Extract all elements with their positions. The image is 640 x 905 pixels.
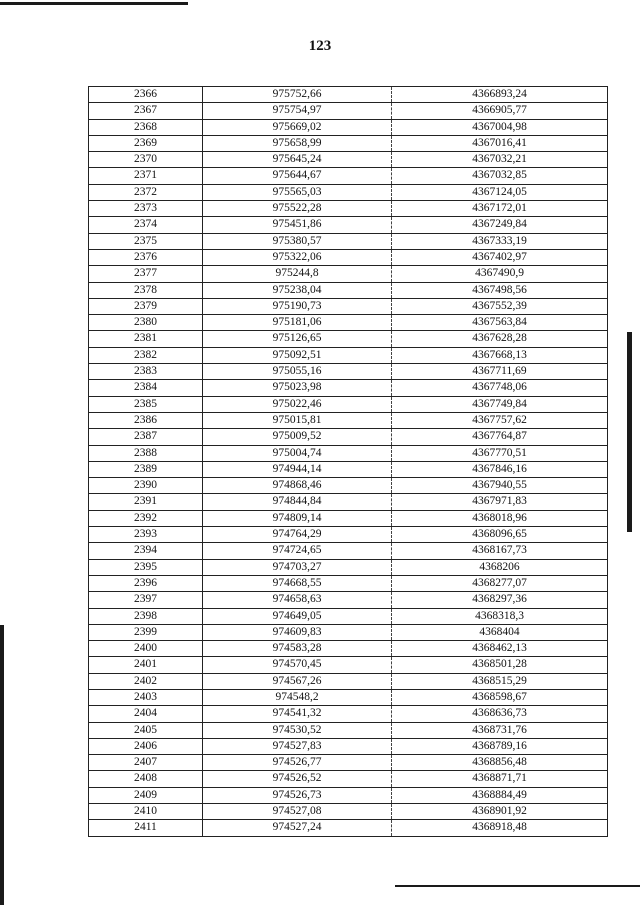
x-coordinate-cell: 974764,29 (203, 527, 392, 543)
y-coordinate-cell: 4367016,41 (392, 135, 608, 151)
point-number-cell: 2367 (89, 103, 203, 119)
y-coordinate-cell: 4367490,9 (392, 266, 608, 282)
x-coordinate-cell: 974944,14 (203, 461, 392, 477)
y-coordinate-cell: 4368462,13 (392, 641, 608, 657)
table-row (89, 657, 608, 673)
x-coordinate-cell: 974527,24 (203, 820, 392, 836)
y-coordinate-cell: 4367172,01 (392, 201, 608, 217)
x-coordinate-cell: 974530,52 (203, 722, 392, 738)
y-coordinate-cell: 4368789,16 (392, 738, 608, 754)
point-number-cell: 2395 (89, 559, 203, 575)
x-coordinate-cell: 974844,84 (203, 494, 392, 510)
y-coordinate-cell: 4368884,49 (392, 787, 608, 803)
point-number-cell: 2370 (89, 152, 203, 168)
point-number-cell: 2401 (89, 657, 203, 673)
point-number-cell: 2387 (89, 429, 203, 445)
x-coordinate-cell: 975015,81 (203, 412, 392, 428)
point-number-cell: 2402 (89, 673, 203, 689)
table-row (89, 103, 608, 119)
y-coordinate-cell: 4367846,16 (392, 461, 608, 477)
table-row (89, 152, 608, 168)
x-coordinate-cell: 975754,97 (203, 103, 392, 119)
x-coordinate-cell: 974609,83 (203, 624, 392, 640)
y-coordinate-cell: 4367971,83 (392, 494, 608, 510)
x-coordinate-cell: 974526,77 (203, 755, 392, 771)
table-row (89, 315, 608, 331)
y-coordinate-cell: 4367940,55 (392, 478, 608, 494)
point-number-cell: 2411 (89, 820, 203, 836)
y-coordinate-cell: 4368167,73 (392, 543, 608, 559)
x-coordinate-cell: 974526,52 (203, 771, 392, 787)
x-coordinate-cell: 975092,51 (203, 347, 392, 363)
y-coordinate-cell: 4368598,67 (392, 689, 608, 705)
table-row (89, 412, 608, 428)
x-coordinate-cell: 975126,65 (203, 331, 392, 347)
table-row (89, 755, 608, 771)
point-number-cell: 2410 (89, 804, 203, 820)
point-number-cell: 2393 (89, 527, 203, 543)
point-number-cell: 2409 (89, 787, 203, 803)
y-coordinate-cell: 4368206 (392, 559, 608, 575)
x-coordinate-cell: 974703,27 (203, 559, 392, 575)
x-coordinate-cell: 975022,46 (203, 396, 392, 412)
y-coordinate-cell: 4368515,29 (392, 673, 608, 689)
table-row (89, 787, 608, 803)
top-scan-rule (0, 2, 188, 5)
x-coordinate-cell: 975322,06 (203, 249, 392, 265)
point-number-cell: 2377 (89, 266, 203, 282)
x-coordinate-cell: 975565,03 (203, 184, 392, 200)
y-coordinate-cell: 4367748,06 (392, 380, 608, 396)
x-coordinate-cell: 974809,14 (203, 510, 392, 526)
y-coordinate-cell: 4366905,77 (392, 103, 608, 119)
table-row (89, 396, 608, 412)
y-coordinate-cell: 4367124,05 (392, 184, 608, 200)
point-number-cell: 2383 (89, 364, 203, 380)
table-row (89, 380, 608, 396)
point-number-cell: 2398 (89, 608, 203, 624)
x-coordinate-cell: 975244,8 (203, 266, 392, 282)
point-number-cell: 2404 (89, 706, 203, 722)
y-coordinate-cell: 4367628,28 (392, 331, 608, 347)
x-coordinate-cell: 974649,05 (203, 608, 392, 624)
x-coordinate-cell: 975658,99 (203, 135, 392, 151)
x-coordinate-cell: 975752,66 (203, 87, 392, 103)
point-number-cell: 2378 (89, 282, 203, 298)
y-coordinate-cell: 4368297,36 (392, 592, 608, 608)
table-row (89, 87, 608, 103)
point-number-cell: 2371 (89, 168, 203, 184)
x-coordinate-cell: 975645,24 (203, 152, 392, 168)
point-number-cell: 2386 (89, 412, 203, 428)
x-coordinate-cell: 974526,73 (203, 787, 392, 803)
table-row (89, 331, 608, 347)
x-coordinate-cell: 974583,28 (203, 641, 392, 657)
x-coordinate-cell: 975181,06 (203, 315, 392, 331)
point-number-cell: 2391 (89, 494, 203, 510)
x-coordinate-cell: 974658,63 (203, 592, 392, 608)
point-number-cell: 2380 (89, 315, 203, 331)
y-coordinate-cell: 4368731,76 (392, 722, 608, 738)
table-row (89, 673, 608, 689)
table-row (89, 429, 608, 445)
point-number-cell: 2399 (89, 624, 203, 640)
table-row (89, 282, 608, 298)
y-coordinate-cell: 4368501,28 (392, 657, 608, 673)
table-row (89, 184, 608, 200)
point-number-cell: 2400 (89, 641, 203, 657)
y-coordinate-cell: 4368318,3 (392, 608, 608, 624)
x-coordinate-cell: 974548,2 (203, 689, 392, 705)
table-row (89, 624, 608, 640)
point-number-cell: 2408 (89, 771, 203, 787)
table-row (89, 608, 608, 624)
table-row (89, 461, 608, 477)
table-row (89, 510, 608, 526)
x-coordinate-cell: 975669,02 (203, 119, 392, 135)
table-row (89, 364, 608, 380)
y-coordinate-cell: 4367711,69 (392, 364, 608, 380)
y-coordinate-cell: 4367764,87 (392, 429, 608, 445)
point-number-cell: 2379 (89, 298, 203, 314)
y-coordinate-cell: 4367668,13 (392, 347, 608, 363)
y-coordinate-cell: 4367749,84 (392, 396, 608, 412)
point-number-cell: 2394 (89, 543, 203, 559)
y-coordinate-cell: 4367402,97 (392, 249, 608, 265)
table-row (89, 689, 608, 705)
y-coordinate-cell: 4368404 (392, 624, 608, 640)
y-coordinate-cell: 4368901,92 (392, 804, 608, 820)
table-row (89, 575, 608, 591)
bottom-scan-rule (395, 885, 640, 887)
table-row (89, 494, 608, 510)
y-coordinate-cell: 4367552,39 (392, 298, 608, 314)
x-coordinate-cell: 975004,74 (203, 445, 392, 461)
y-coordinate-cell: 4368018,96 (392, 510, 608, 526)
y-coordinate-cell: 4367333,19 (392, 233, 608, 249)
x-coordinate-cell: 974527,83 (203, 738, 392, 754)
x-coordinate-cell: 975055,16 (203, 364, 392, 380)
table-row (89, 445, 608, 461)
x-coordinate-cell: 974668,55 (203, 575, 392, 591)
table-row (89, 217, 608, 233)
y-coordinate-cell: 4367563,84 (392, 315, 608, 331)
x-coordinate-cell: 975644,67 (203, 168, 392, 184)
table-row (89, 119, 608, 135)
point-number-cell: 2389 (89, 461, 203, 477)
x-coordinate-cell: 975451,86 (203, 217, 392, 233)
table-row (89, 168, 608, 184)
point-number-cell: 2384 (89, 380, 203, 396)
x-coordinate-cell: 975380,57 (203, 233, 392, 249)
point-number-cell: 2392 (89, 510, 203, 526)
y-coordinate-cell: 4368277,07 (392, 575, 608, 591)
table-row (89, 135, 608, 151)
left-scan-edge (0, 625, 4, 905)
point-number-cell: 2406 (89, 738, 203, 754)
y-coordinate-cell: 4366893,24 (392, 87, 608, 103)
y-coordinate-cell: 4368636,73 (392, 706, 608, 722)
point-number-cell: 2396 (89, 575, 203, 591)
x-coordinate-cell: 974868,46 (203, 478, 392, 494)
table-row (89, 706, 608, 722)
point-number-cell: 2381 (89, 331, 203, 347)
coordinates-table-body (89, 87, 608, 837)
y-coordinate-cell: 4367249,84 (392, 217, 608, 233)
x-coordinate-cell: 975009,52 (203, 429, 392, 445)
table-row (89, 347, 608, 363)
y-coordinate-cell: 4367032,21 (392, 152, 608, 168)
table-row (89, 738, 608, 754)
y-coordinate-cell: 4367032,85 (392, 168, 608, 184)
x-coordinate-cell: 974570,45 (203, 657, 392, 673)
y-coordinate-cell: 4367498,56 (392, 282, 608, 298)
point-number-cell: 2397 (89, 592, 203, 608)
table-row (89, 266, 608, 282)
table-row (89, 804, 608, 820)
point-number-cell: 2403 (89, 689, 203, 705)
point-number-cell: 2390 (89, 478, 203, 494)
table-row (89, 820, 608, 836)
table-row (89, 298, 608, 314)
y-coordinate-cell: 4368096,65 (392, 527, 608, 543)
point-number-cell: 2385 (89, 396, 203, 412)
x-coordinate-cell: 975023,98 (203, 380, 392, 396)
point-number-cell: 2382 (89, 347, 203, 363)
y-coordinate-cell: 4368871,71 (392, 771, 608, 787)
point-number-cell: 2369 (89, 135, 203, 151)
table-row (89, 201, 608, 217)
table-row (89, 641, 608, 657)
point-number-cell: 2405 (89, 722, 203, 738)
point-number-cell: 2407 (89, 755, 203, 771)
point-number-cell: 2388 (89, 445, 203, 461)
x-coordinate-cell: 974527,08 (203, 804, 392, 820)
point-number-cell: 2375 (89, 233, 203, 249)
page-number: 123 (308, 38, 332, 54)
y-coordinate-cell: 4367004,98 (392, 119, 608, 135)
y-coordinate-cell: 4368918,48 (392, 820, 608, 836)
table-row (89, 233, 608, 249)
point-number-cell: 2366 (89, 87, 203, 103)
table-row (89, 543, 608, 559)
table-row (89, 249, 608, 265)
point-number-cell: 2376 (89, 249, 203, 265)
x-coordinate-cell: 975190,73 (203, 298, 392, 314)
x-coordinate-cell: 974541,32 (203, 706, 392, 722)
x-coordinate-cell: 975238,04 (203, 282, 392, 298)
table-row (89, 771, 608, 787)
table-row (89, 592, 608, 608)
y-coordinate-cell: 4367770,51 (392, 445, 608, 461)
y-coordinate-cell: 4367757,62 (392, 412, 608, 428)
table-row (89, 478, 608, 494)
table-row (89, 559, 608, 575)
coordinates-table (88, 86, 608, 837)
table-row (89, 527, 608, 543)
point-number-cell: 2374 (89, 217, 203, 233)
point-number-cell: 2368 (89, 119, 203, 135)
point-number-cell: 2373 (89, 201, 203, 217)
y-coordinate-cell: 4368856,48 (392, 755, 608, 771)
x-coordinate-cell: 975522,28 (203, 201, 392, 217)
x-coordinate-cell: 974567,26 (203, 673, 392, 689)
point-number-cell: 2372 (89, 184, 203, 200)
right-scan-edge (627, 332, 632, 532)
table-row (89, 722, 608, 738)
x-coordinate-cell: 974724,65 (203, 543, 392, 559)
